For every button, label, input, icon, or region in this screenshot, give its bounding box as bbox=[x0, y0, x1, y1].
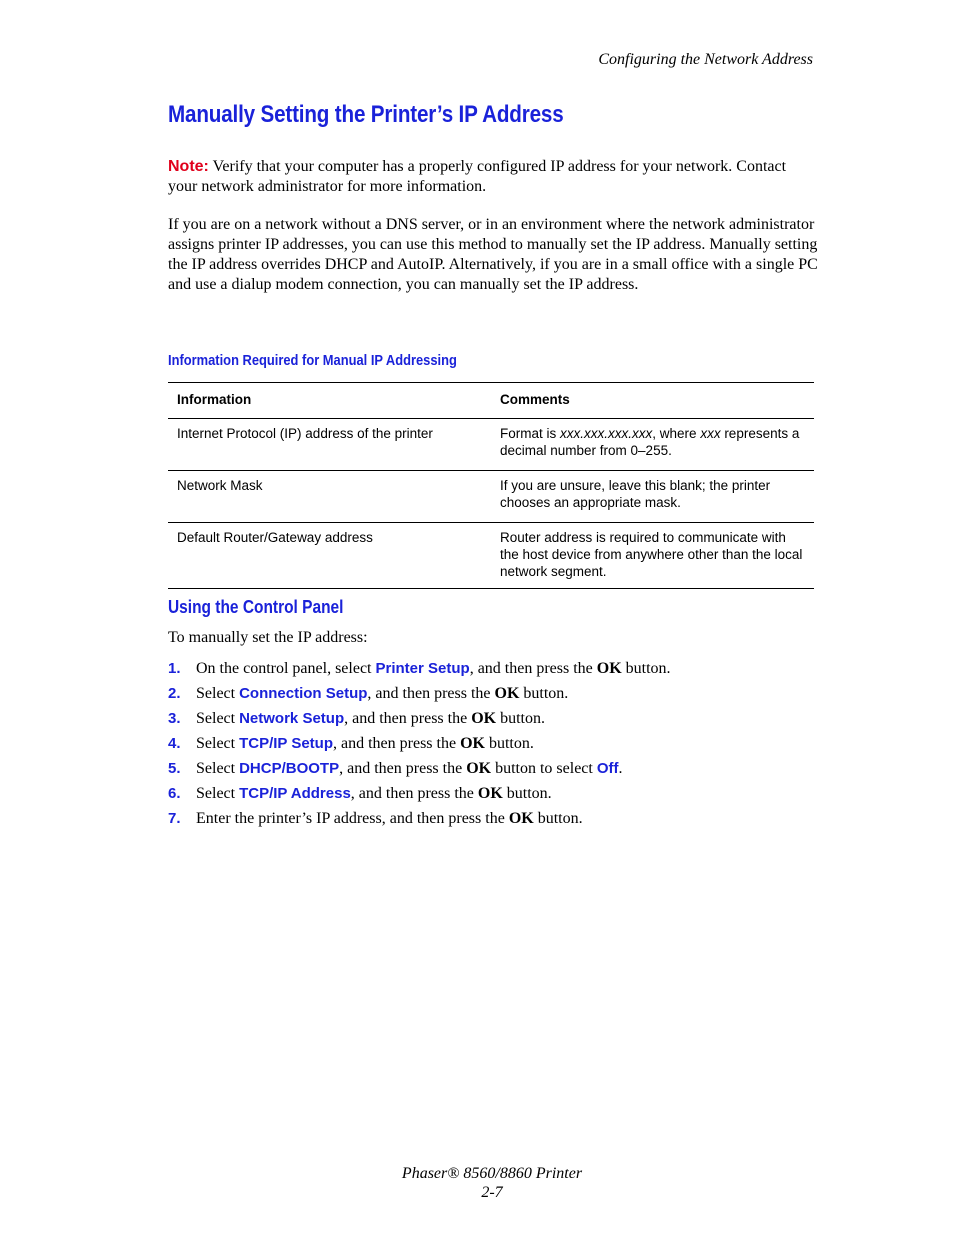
step-text: On the control panel, select bbox=[196, 660, 376, 677]
table-cell-comment: If you are unsure, leave this blank; the printer chooses an appropriate mask. bbox=[500, 471, 814, 523]
note-paragraph bbox=[168, 157, 818, 197]
table-cell-info: Default Router/Gateway address bbox=[168, 523, 500, 589]
table-cell-comment: Router address is required to communicate with the host device from anywhere other than the local network segment. bbox=[500, 523, 814, 589]
ok-button-ref: OK bbox=[596, 660, 622, 677]
step-item bbox=[168, 709, 671, 734]
table-row bbox=[168, 471, 814, 523]
menu-item-tcpip-setup: TCP/IP Setup bbox=[239, 735, 333, 752]
step-number: 1. bbox=[168, 660, 181, 677]
step-text: Enter the printer’s IP address, and then press the bbox=[196, 810, 509, 827]
table-header-row bbox=[168, 383, 814, 419]
footer-product: Phaser® 8560/8860 Printer bbox=[401, 1165, 583, 1182]
footer-page-number: 2-7 bbox=[481, 1184, 503, 1201]
ip-format: xxx.xxx.xxx.xxx bbox=[560, 426, 653, 441]
step-text: button. bbox=[533, 810, 583, 827]
page-title: Manually Setting the Printer’s IP Address bbox=[168, 101, 564, 128]
step-text: Select bbox=[196, 760, 240, 777]
menu-item-connection-setup: Connection Setup bbox=[239, 685, 368, 702]
step-text: button. bbox=[484, 735, 534, 752]
step-text: button. bbox=[519, 685, 569, 702]
ok-button-ref: OK bbox=[460, 735, 485, 752]
step-number: 7. bbox=[168, 810, 181, 827]
step-text: Select bbox=[196, 710, 240, 727]
step-text: , and then press the bbox=[367, 685, 495, 702]
subsection-title: Using the Control Panel bbox=[168, 597, 344, 617]
ip-info-table bbox=[168, 382, 814, 589]
page-footer bbox=[0, 1164, 954, 1202]
table-cell-comment bbox=[500, 419, 814, 471]
table-cell-info: Internet Protocol (IP) address of the printer bbox=[168, 419, 500, 471]
ok-button-ref: OK bbox=[494, 685, 520, 702]
ok-button-ref: OK bbox=[477, 785, 503, 802]
menu-item-dhcp-bootp: DHCP/BOOTP bbox=[239, 760, 340, 777]
step-text: , and then press the bbox=[344, 710, 472, 727]
table-row bbox=[168, 419, 814, 471]
step-item bbox=[168, 659, 671, 684]
ok-button-ref: OK bbox=[508, 810, 534, 827]
running-head: Configuring the Network Address bbox=[598, 51, 813, 68]
steps-list bbox=[168, 659, 671, 834]
step-text: Select bbox=[196, 735, 240, 752]
step-text: , and then press the bbox=[333, 735, 461, 752]
menu-option-off: Off bbox=[596, 760, 619, 777]
step-text: Select bbox=[196, 785, 240, 802]
menu-item-printer-setup: Printer Setup bbox=[375, 660, 470, 677]
table-title: Information Required for Manual IP Addressing bbox=[168, 352, 457, 369]
comment-text: , where bbox=[652, 426, 701, 441]
table-row bbox=[168, 523, 814, 589]
step-number: 5. bbox=[168, 760, 181, 777]
column-header-information: Information bbox=[177, 392, 252, 407]
step-text: , and then press the bbox=[469, 660, 597, 677]
step-item bbox=[168, 809, 671, 834]
step-number: 3. bbox=[168, 710, 181, 727]
step-item bbox=[168, 784, 671, 809]
step-number: 4. bbox=[168, 735, 181, 752]
comment-text: Format is bbox=[500, 426, 561, 441]
step-text: button. bbox=[496, 710, 545, 727]
step-item bbox=[168, 734, 671, 759]
intro-paragraph: If you are on a network without a DNS server, or in an environment where the network administrator assigns printer IP addresses, you can use this method to manually set the IP address. Manually setting the IP address overrides DHCP and AutoIP. Alternatively, if you are in a small office with a single PC and use a dialup modem connection, you can manually set the IP address. bbox=[168, 216, 818, 293]
note-text: Verify that your computer has a properly configured IP address for your network. Contact your network administrator for more information. bbox=[168, 158, 787, 195]
steps-lead: To manually set the IP address: bbox=[168, 629, 368, 646]
menu-item-tcpip-address: TCP/IP Address bbox=[239, 785, 351, 802]
step-item bbox=[168, 684, 671, 709]
ok-button-ref: OK bbox=[466, 760, 492, 777]
step-text: button to select bbox=[491, 760, 597, 777]
step-text: Select bbox=[196, 685, 240, 702]
step-number: 2. bbox=[168, 685, 181, 702]
step-text: , and then press the bbox=[339, 760, 467, 777]
step-text: button. bbox=[621, 660, 671, 677]
table-cell-info: Network Mask bbox=[168, 471, 500, 523]
ip-variable: xxx bbox=[700, 426, 721, 441]
step-number: 6. bbox=[168, 785, 181, 802]
step-text: , and then press the bbox=[350, 785, 478, 802]
note-label: Note: bbox=[168, 158, 209, 175]
step-text: . bbox=[618, 760, 623, 777]
ok-button-ref: OK bbox=[471, 710, 497, 727]
step-text: button. bbox=[502, 785, 552, 802]
column-header-comments: Comments bbox=[500, 392, 570, 407]
menu-item-network-setup: Network Setup bbox=[239, 710, 345, 727]
comment-text: represents a decimal number from 0–255. bbox=[500, 426, 800, 458]
step-item bbox=[168, 759, 671, 784]
